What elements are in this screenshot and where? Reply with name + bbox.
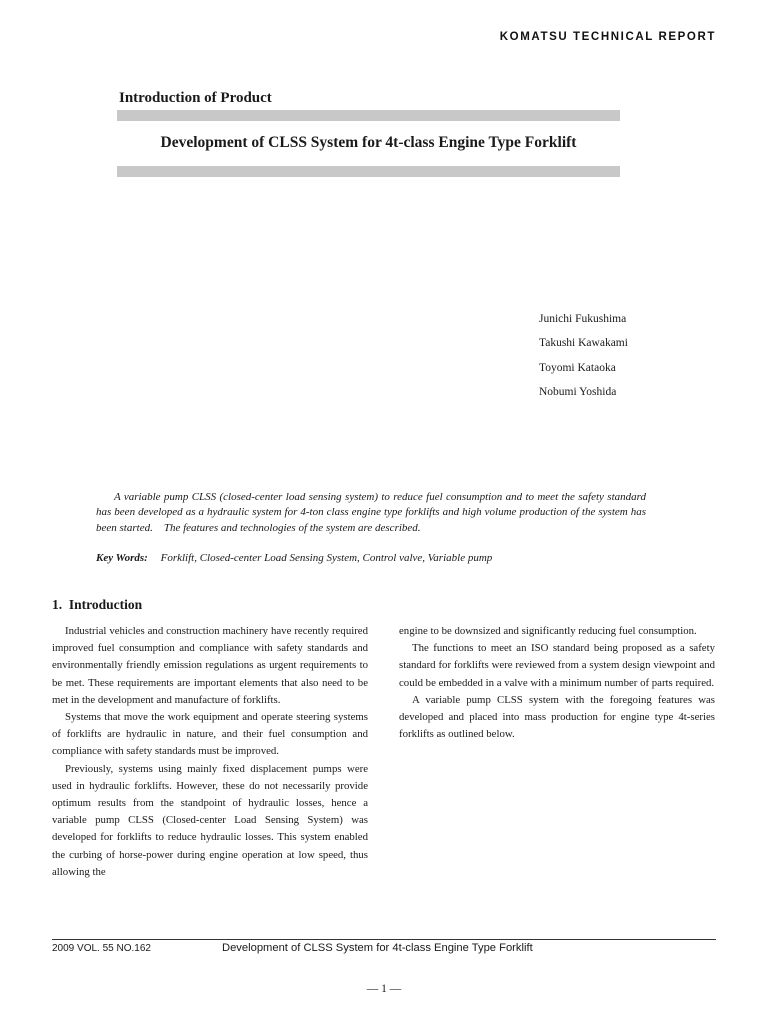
keywords-label: Key Words:	[96, 552, 148, 564]
body-column-right	[399, 623, 715, 743]
article-title: Development of CLSS System for 4t-class Engine Type Forklift	[160, 134, 577, 151]
author-list	[539, 307, 628, 405]
footer-running-title: Development of CLSS System for 4t-class Engine Type Forklift	[222, 942, 533, 954]
body-paragraph: Previously, systems using mainly fixed displacement pumps were used in hydraulic forklifts. However, these do not necessarily provide optimum results from the standpoint of hydraulic losses, hence a variable pump CLSS (Closed-center Load Sensing System) was developed for forklifts to reduce hydraulic losses. This system enabled the curbing of horse-power during engine operation at low speed, thus allowing the	[52, 762, 368, 878]
body-paragraph: Systems that move the work equipment and operate steering systems of forklifts are hydraulic in nature, and their fuel consumption and compliance with safety standards must be improved.	[52, 711, 368, 758]
footer-rule	[52, 939, 716, 940]
author-name: Junichi Fukushima	[539, 313, 627, 325]
body-paragraph: The functions to meet an ISO standard being proposed as a safety standard for forklifts were reviewed from a system design viewpoint and could be embedded in a valve with a minimum number of parts required.	[399, 642, 715, 689]
body-paragraph: Industrial vehicles and construction machinery have recently required improved fuel consumption and compliance with safety standards and environmentally friendly emission regulations as urgent requirements to be met. These requirements are important elements that also need to be met in the development and manufacture of forklifts.	[52, 625, 368, 706]
body-column-left	[52, 623, 368, 881]
title-top-bar	[117, 110, 620, 121]
abstract: A variable pump CLSS (closed-center load sensing system) to reduce fuel consumption and to meet the safety standard has been developed as a hydraulic system for 4-ton class engine type forklifts and high volume production of the system has been started. The features and technologies of the system are described.	[96, 491, 646, 534]
author-name: Takushi Kawakami	[539, 337, 628, 350]
journal-brand: KOMATSU TECHNICAL REPORT	[499, 31, 716, 43]
author-name: Toyomi Kataoka	[539, 361, 616, 374]
body-paragraph: A variable pump CLSS system with the foregoing features was developed and placed into mass production for engine type 4t-series forklifts as outlined below.	[399, 693, 715, 741]
body-paragraph: engine to be downsized and significantly reducing fuel consumption.	[399, 625, 697, 637]
article-category: Introduction of Product	[119, 90, 272, 106]
title-bottom-bar	[117, 166, 620, 177]
section-heading-introduction: 1. Introduction	[52, 597, 143, 612]
keywords-line	[96, 552, 696, 564]
page-number: — 1 —	[366, 983, 402, 995]
footer-issue: 2009 VOL. 55 NO.162	[52, 943, 151, 954]
keywords-text: Forklift, Closed-center Load Sensing System, Control valve, Variable pump	[160, 552, 493, 564]
author-name: Nobumi Yoshida	[539, 386, 617, 399]
